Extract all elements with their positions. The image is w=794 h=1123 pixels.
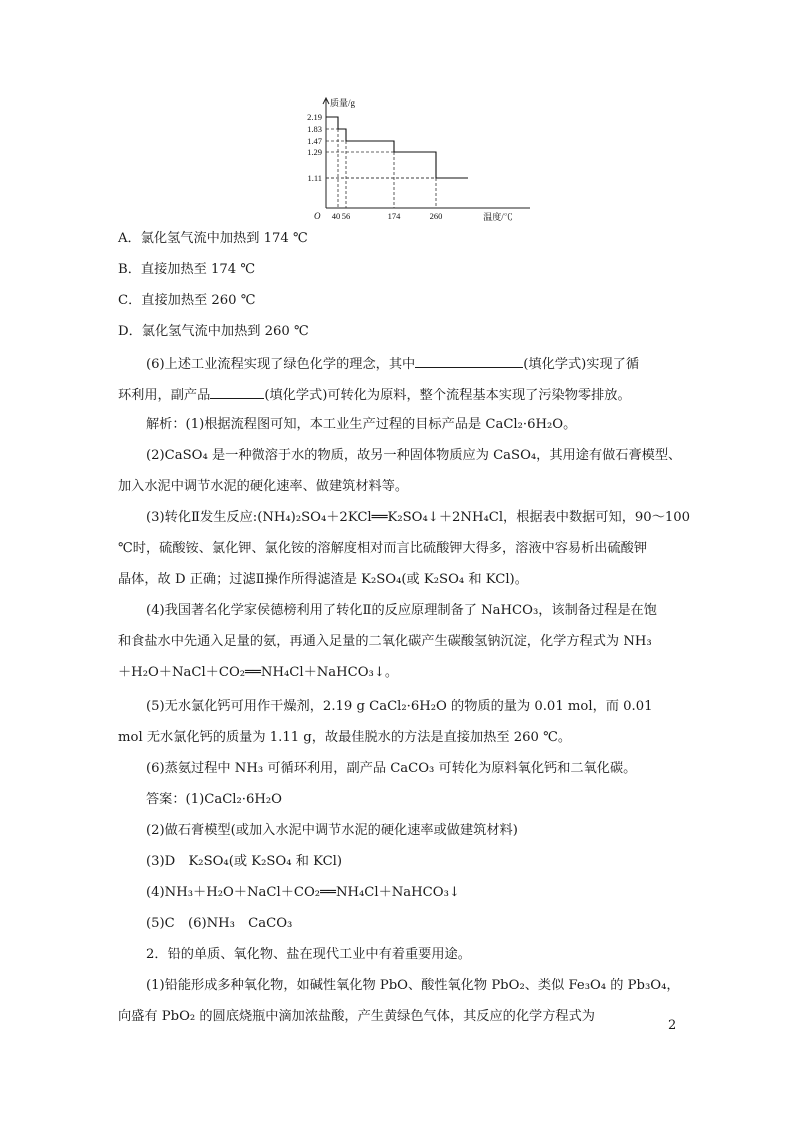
analysis-line-9: ＋H₂O＋NaCl＋CO₂══NH₄Cl＋NaHCO₃↓。 [118, 665, 399, 680]
mass-step-line [326, 117, 468, 178]
analysis-line-11: mol 无水氯化钙的质量为 1.11 g，故最佳脱水的方法是直接加热至 260 ℃。 [118, 730, 572, 745]
question-2-line-1: 2．铅的单质、氧化物、盐在现代工业中有着重要用途。 [146, 947, 471, 962]
x-tick-label-1: 56 [341, 211, 351, 221]
answer-line-3: (3)D K₂SO₄(或 K₂SO₄ 和 KCl) [146, 854, 343, 869]
question-6-line-1 [146, 353, 678, 375]
analysis-line-10: (5)无水氯化钙可用作干燥剂，2.19 g CaCl₂·6H₂O 的物质的量为 0.01 mol，而 0.01 [146, 699, 653, 714]
analysis-line-1: 解析：(1)根据流程图可知，本工业生产过程的目标产品是 CaCl₂·6H₂O。 [146, 417, 577, 432]
analysis-line-8: 和食盐水中先通入足量的氨，再通入足量的二氧化碳产生碳酸氢钠沉淀，化学方程式为 NH₃ [118, 634, 652, 649]
answer-line-2: (2)做石膏模型(或加入水泥中调节水泥的硬化速率或做建筑材料) [146, 823, 518, 838]
option-b: B．直接加热至 174 ℃ [118, 262, 256, 277]
x-tick-label-3: 260 [429, 211, 443, 221]
x-axis-label: 温度/℃ [483, 212, 513, 222]
analysis-line-12: (6)蒸氨过程中 NH₃ 可循环利用，副产品 CaCO₃ 可转化为原料氧化钙和二氧化碳。 [146, 761, 637, 776]
x-tick-label-0: 40 [331, 211, 341, 221]
analysis-line-7: (4)我国著名化学家侯德榜利用了转化Ⅱ的反应原理制备了 NaHCO₃，该制备过程是在饱 [146, 603, 657, 618]
y-tick-label-0: 2.19 [307, 112, 322, 122]
y-tick-label-2: 1.47 [307, 136, 322, 146]
answer-line-5: (5)C (6)NH₃ CaCO₃ [146, 916, 293, 931]
x-tick-label-2: 174 [387, 211, 401, 221]
y-tick-label-4: 1.11 [307, 173, 322, 183]
question-6-text-c: 环利用，副产品 [118, 388, 211, 403]
answer-blank-2 [210, 384, 264, 399]
option-c: C．直接加热至 260 ℃ [118, 293, 256, 308]
question-2-line-3: 向盛有 PbO₂ 的圆底烧瓶中滴加浓盐酸，产生黄绿色气体，其反应的化学方程式为 [118, 1009, 595, 1024]
analysis-line-5: ℃时，硫酸铵、氯化钾、氯化铵的溶解度相对而言比硫酸钾大得多，溶液中容易析出硫酸钾 [118, 541, 648, 556]
answer-line-4: (4)NH₃＋H₂O＋NaCl＋CO₂══NH₄Cl＋NaHCO₃↓ [146, 885, 460, 900]
answer-line-1: 答案：(1)CaCl₂·6H₂O [146, 792, 282, 807]
y-tick-label-3: 1.29 [307, 147, 322, 157]
page-number: 2 [668, 1018, 677, 1033]
question-6-text-b: (填化学式)实现了循 [523, 357, 640, 372]
question-2-line-2: (1)铅能形成多种氧化物，如碱性氧化物 PbO、酸性氧化物 PbO₂、类似 Fe₃O₄ 的 Pb₃O₄， [146, 978, 680, 993]
question-6-text-d: (填化学式)可转化为原料，整个流程基本实现了污染物零排放。 [264, 388, 631, 403]
answer-blank-1 [415, 353, 523, 368]
y-axis-label: 质量/g [330, 98, 356, 108]
origin-label: O [314, 211, 321, 221]
option-d: D．氯化氢气流中加热到 260 ℃ [118, 324, 309, 339]
question-6-line-2 [118, 384, 678, 406]
analysis-line-4: (3)转化Ⅱ发生反应:(NH₄)₂SO₄＋2KCl══K₂SO₄↓＋2NH₄Cl，根据表中数据可知，90～100 [146, 510, 691, 525]
analysis-line-2: (2)CaSO₄ 是一种微溶于水的物质，故另一种固体物质应为 CaSO₄，其用途有做石膏模型、 [146, 448, 682, 463]
mass-temperature-chart [290, 95, 540, 225]
question-6-text-a: (6)上述工业流程实现了绿色化学的理念，其中 [146, 357, 416, 372]
analysis-line-6: 晶体，故 D 正确；过滤Ⅱ操作所得滤渣是 K₂SO₄(或 K₂SO₄ 和 KCl)。 [118, 572, 528, 587]
option-a: A．氯化氢气流中加热到 174 ℃ [118, 231, 308, 246]
analysis-line-3: 加入水泥中调节水泥的硬化速率、做建筑材料等。 [118, 479, 409, 494]
y-tick-label-1: 1.83 [307, 124, 322, 134]
